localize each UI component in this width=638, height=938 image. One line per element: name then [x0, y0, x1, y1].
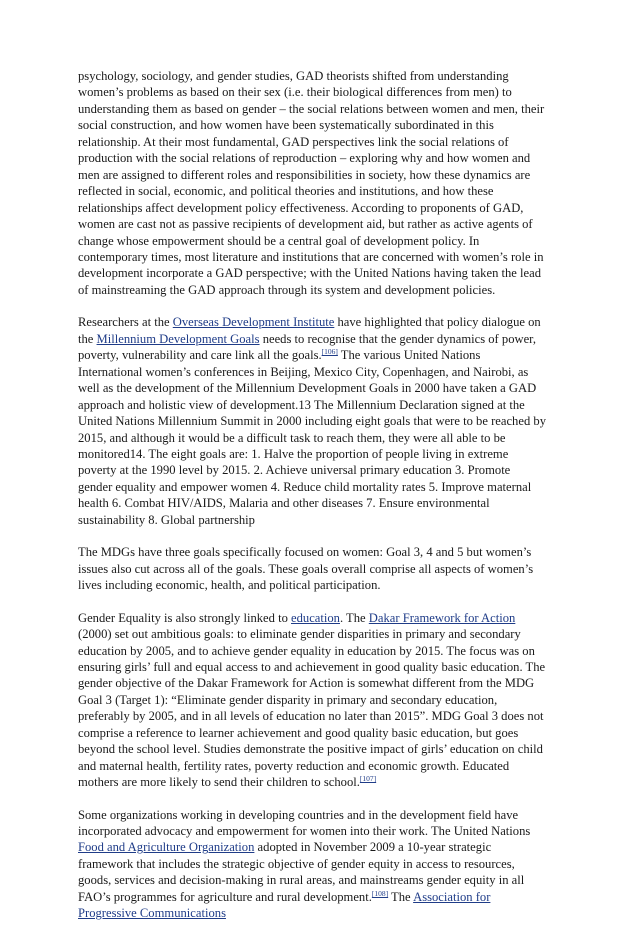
text-run: needs to recognise that the gender dynamics of power, poverty, vulnerability and care link all the goals. [78, 331, 537, 363]
paragraph-mdg-policy [78, 314, 546, 528]
text-run: . The [339, 610, 369, 625]
citation-link-108[interactable]: [108] [371, 888, 389, 898]
citation-106 [322, 347, 338, 356]
citation-108 [372, 889, 388, 898]
link-association-for-progressive-communications[interactable]: Association for Progressive Communications [78, 889, 491, 921]
link-overseas-development-institute[interactable]: Overseas Development Institute [172, 315, 335, 330]
paragraph-organizations [78, 807, 546, 922]
text-run: The [388, 889, 414, 904]
text-run: The MDGs have three goals specifically focused on women: Goal 3, 4 and 5 but women’s issues also cut across all of the goals. These goals overall comprise all aspects of women’s lives including economic, health, and political participation. [78, 545, 534, 593]
text-run: (2000) set out ambitious goals: to eliminate gender disparities in primary and secondary education by 2005, and to achieve gender equality in education by 2015. The focus was on ensuring girls’ full and equal access to and achievement in good quality basic education. The gender objective of the Dakar Framework for Action is somewhat different from the MDG Goal 3 (Target 1): “Eliminate gender disparity in primary and secondary education, preferably by 2005, and in all levels of education no later than 2015”. MDG Goal 3 does not comprise a reference to learner achievement and good quality basic education, but goes beyond the school level. Studies demonstrate the positive impact of girls’ education on child and maternal health, fertility rates, poverty reduction and economic growth. Educated mothers are more likely to send their children to school. [78, 627, 546, 790]
link-millennium-development-goals[interactable]: Millennium Development Goals [96, 331, 260, 346]
citation-107 [360, 774, 376, 783]
link-food-and-agriculture-organization[interactable]: Food and Agriculture Organization [78, 840, 255, 855]
text-run: psychology, sociology, and gender studies, GAD theorists shifted from understanding women’s problems as based on their sex (i.e. their biological differences from men) to understanding them as based on gender – the social relations between women and men, their social construction, and how women have been systematically subordinated in this relationship. At their most fundamental, GAD perspectives link the social relations of production with the social relations of reproduction – exploring why and how women and men are assigned to different roles and responsibilities in society, how these dynamics are reflected in social, economic, and political theories and institutions, and how these relationships affect development policy effectiveness. According to proponents of GAD, women are cast not as passive recipients of development aid, but rather as active agents of change whose empowerment should be a central goal of development policy. In contemporary times, most literature and institutions that are concerned with women’s role in development incorporate a GAD perspective; with the United Nations having taken the lead of mainstreaming the GAD approach through its system and development policies. [78, 69, 545, 297]
text-run: adopted in November 2009 a 10-year strategic framework that includes the strategic objective of gender equity in access to resources, goods, services and decision-making in rural areas, and mainstreams gender equity in all FAO’s programmes for agriculture and rural development. [78, 840, 525, 904]
text-run: The various United Nations International women’s conferences in Beijing, Mexico City, Copenhagen, and Nairobi, as well as the development of the Millennium Development Goals in 2000 have taken a GAD approach and holistic view of development.13 The Millennium Declaration signed at the United Nations Millennium Summit in 2000 including eight goals that were to be reached by 2015, and although it would be a difficult task to reach them, they were all able to be monitored14. The eight goals are: 1. Halve the proportion of people living in extreme poverty at the 1990 level by 2015. 2. Achieve universal primary education 3. Promote gender equality and empower women 4. Reduce child mortality rates 5. Improve maternal health 6. Combat HIV/AIDS, Malaria and other diseases 7. Ensure environmental sustainability 8. Global partnership [78, 348, 546, 527]
link-education[interactable]: education [291, 610, 340, 625]
text-run: Researchers at the [78, 315, 173, 330]
paragraph-gender-education [78, 610, 546, 791]
paragraph-mdg-women-goals [78, 544, 546, 593]
document-page [78, 68, 546, 938]
text-run: Gender Equality is also strongly linked to [78, 610, 292, 625]
citation-link-106[interactable]: [106] [321, 347, 338, 357]
link-dakar-framework-for-action[interactable]: Dakar Framework for Action [368, 610, 516, 625]
paragraph-gad-theory [78, 68, 546, 298]
citation-link-107[interactable]: [107] [359, 773, 377, 783]
text-run: Some organizations working in developing countries and in the development field have incorporated advocacy and empowerment for women into their work. The United Nations [78, 807, 531, 839]
text-run: have highlighted that policy dialogue on the [78, 315, 541, 346]
